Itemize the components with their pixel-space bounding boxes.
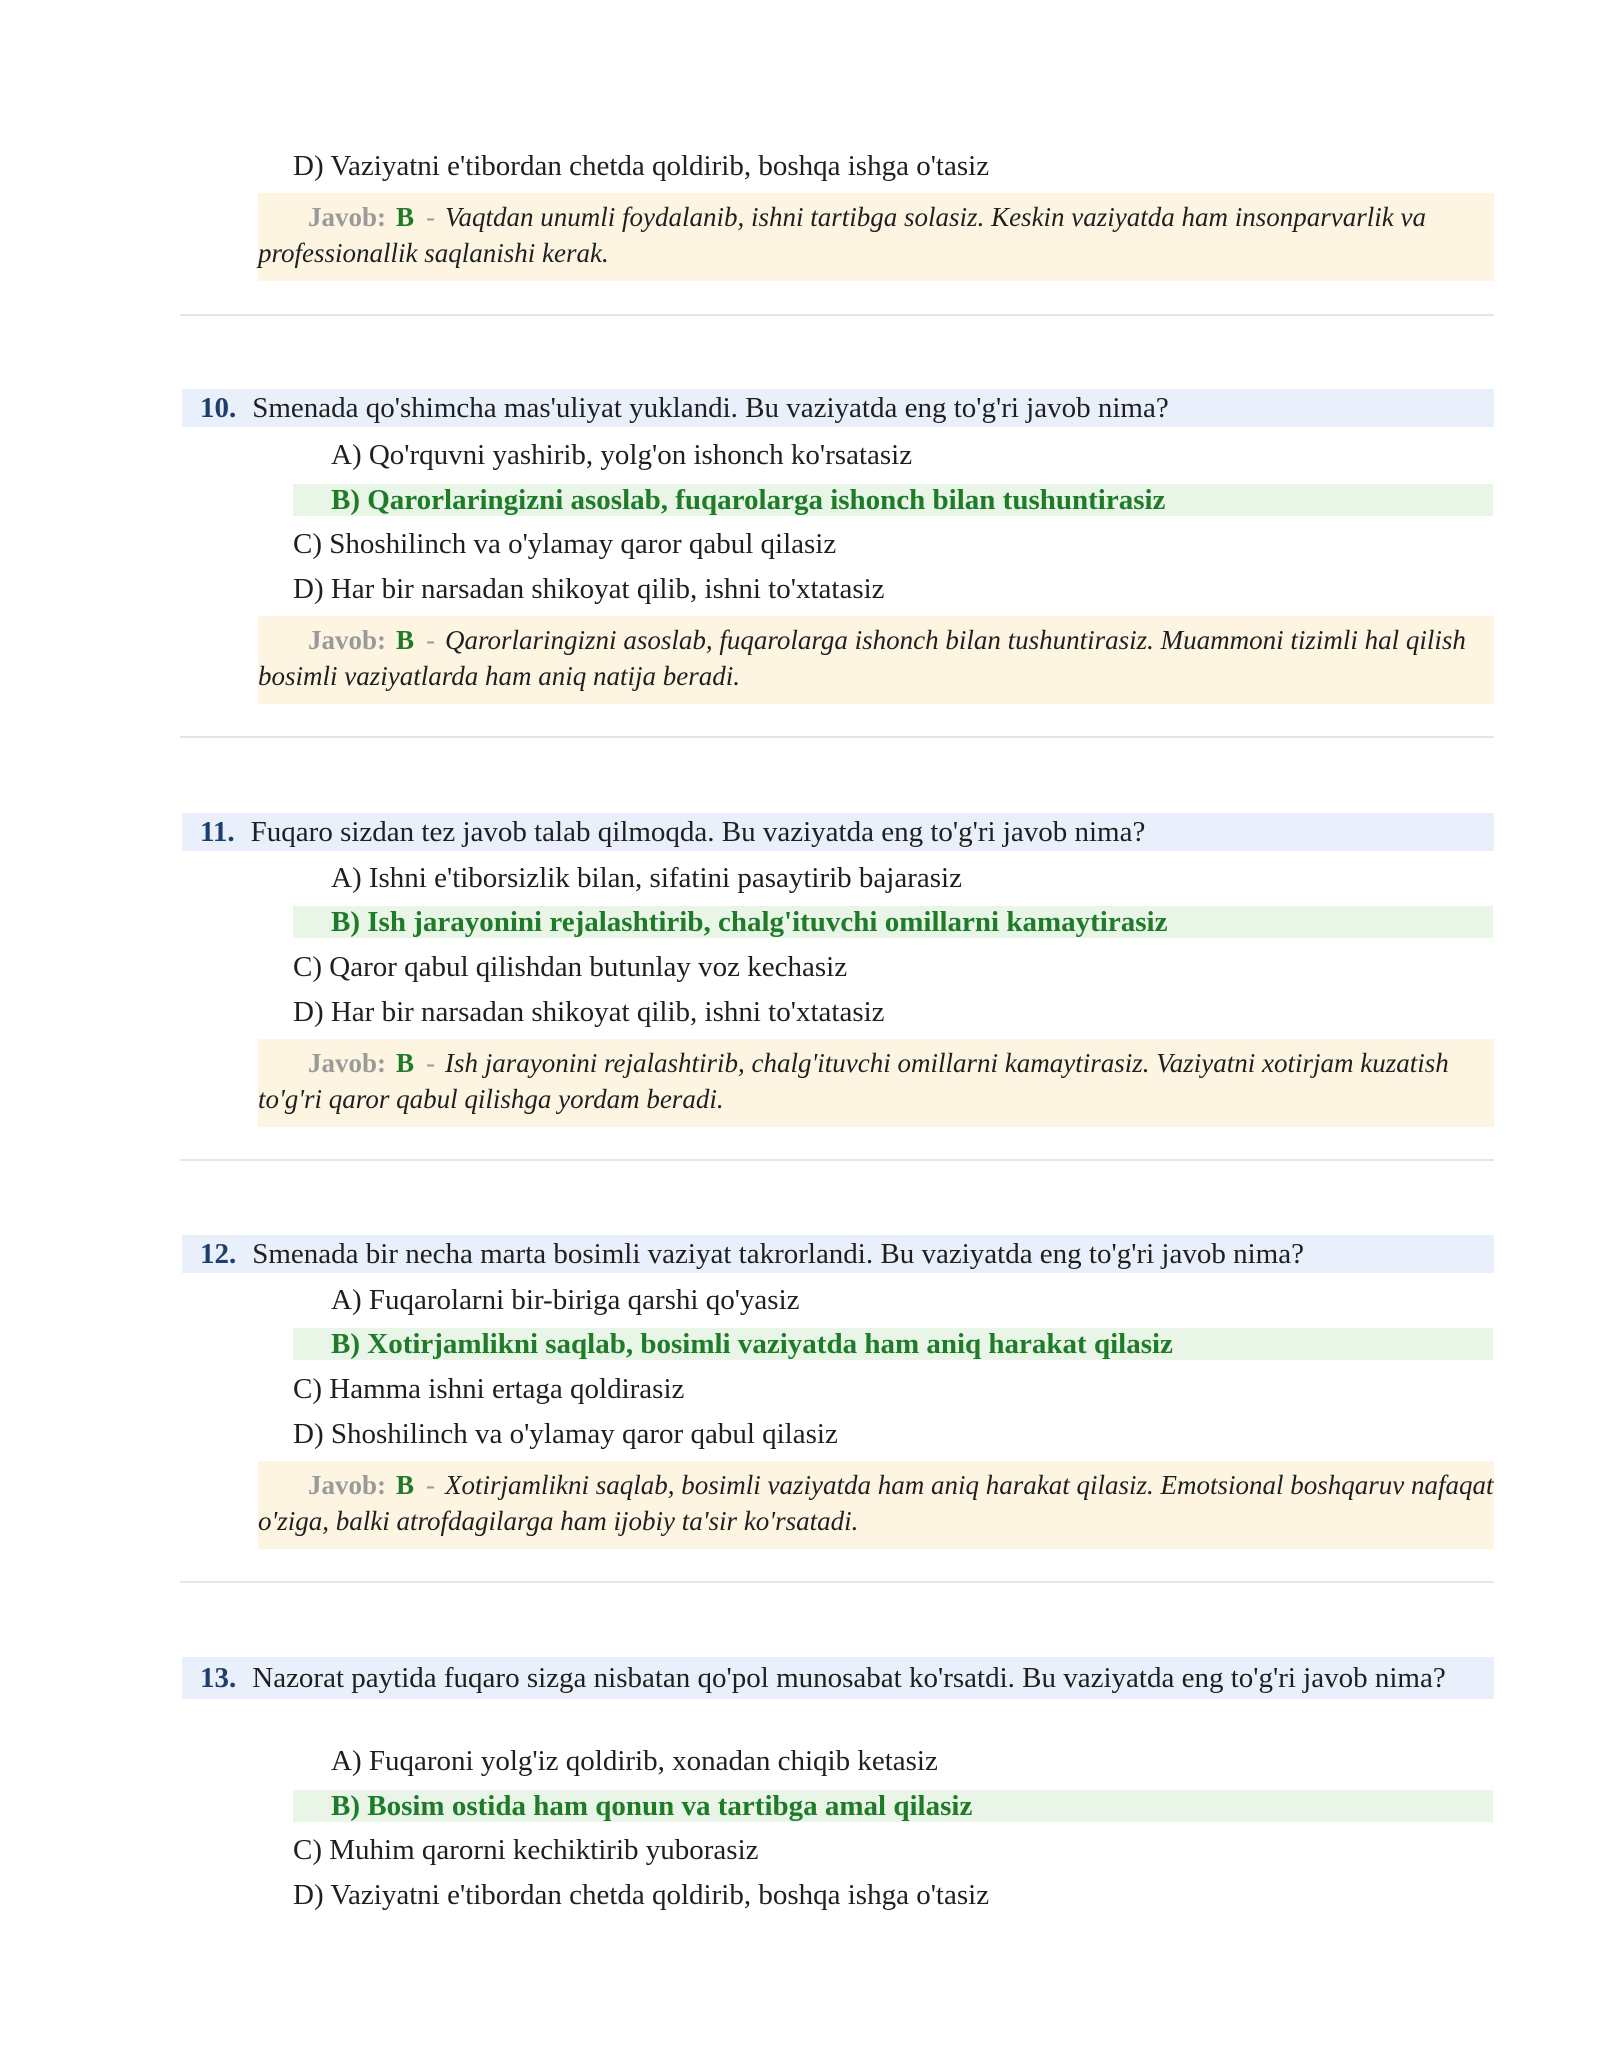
option-d: D) Vaziyatni e'tibordan chetda qoldirib, boshqa ishga o'tasiz: [293, 150, 990, 182]
answer-dash: -: [426, 202, 436, 232]
option-a: A) Ishni e'tiborsizlik bilan, sifatini pasaytirib bajarasiz: [331, 862, 962, 894]
question-number: 11.: [200, 816, 235, 848]
question-text: Smenada qo'shimcha mas'uliyat yuklandi. Bu vaziyatda eng to'g'ri javob nima?: [252, 392, 1169, 424]
question-heading: [182, 389, 1494, 427]
answer-label: Javob:: [308, 1048, 387, 1078]
question-number: 12.: [200, 1238, 237, 1270]
question-text: Nazorat paytida fuqaro sizga nisbatan qo'pol munosabat ko'rsatdi. Bu vaziyatda eng to'g'ri javob nima?: [252, 1662, 1446, 1694]
answer-dash: -: [426, 1470, 436, 1500]
option-c: C) Muhim qarorni kechiktirib yuborasiz: [293, 1834, 759, 1866]
answer-dash: -: [426, 1048, 436, 1078]
option-a: A) Fuqaroni yolg'iz qoldirib, xonadan chiqib ketasiz: [331, 1745, 938, 1777]
answer-box: [258, 616, 1494, 704]
question-heading: [182, 1657, 1494, 1699]
option-a: A) Fuqarolarni bir-biriga qarshi qo'yasiz: [331, 1284, 800, 1316]
option-b-correct: B) Ish jarayonini rejalashtirib, chalg'ituvchi omillarni kamaytirasiz: [293, 906, 1493, 938]
answer-letter: B: [396, 202, 415, 232]
question-text: Fuqaro sizdan tez javob talab qilmoqda. Bu vaziyatda eng to'g'ri javob nima?: [250, 816, 1146, 848]
divider: [180, 314, 1494, 316]
answer-letter: B: [396, 1048, 415, 1078]
answer-label: Javob:: [308, 625, 387, 655]
question-heading: [182, 813, 1494, 851]
divider: [180, 1159, 1494, 1161]
answer-explanation: Xotirjamlikni saqlab, bosimli vaziyatda ham aniq harakat qilasiz. Emotsional boshqaruv nafaqat o'ziga, balki atrofdagilarga ham ijobiy ta'sir ko'rsatadi.: [258, 1470, 1494, 1536]
option-b-correct: B) Bosim ostida ham qonun va tartibga amal qilasiz: [293, 1790, 1493, 1822]
question-number: 13.: [200, 1662, 237, 1694]
answer-box: [258, 193, 1494, 281]
answer-letter: B: [396, 1470, 415, 1500]
question-number: 10.: [200, 392, 237, 424]
option-b-correct: B) Xotirjamlikni saqlab, bosimli vaziyatda ham aniq harakat qilasiz: [293, 1328, 1493, 1360]
option-a: A) Qo'rquvni yashirib, yolg'on ishonch ko'rsatasiz: [331, 439, 913, 471]
question-text: Smenada bir necha marta bosimli vaziyat takrorlandi. Bu vaziyatda eng to'g'ri javob nima?: [252, 1238, 1304, 1270]
option-d: D) Shoshilinch va o'ylamay qaror qabul qilasiz: [293, 1418, 838, 1450]
option-b-correct: B) Qarorlaringizni asoslab, fuqarolarga ishonch bilan tushuntirasiz: [293, 484, 1493, 516]
answer-label: Javob:: [308, 202, 387, 232]
answer-explanation: Qarorlaringizni asoslab, fuqarolarga ishonch bilan tushuntirasiz. Muammoni tizimli hal qilish bosimli vaziyatlarda ham aniq natija beradi.: [258, 625, 1466, 691]
answer-box: [258, 1039, 1494, 1127]
answer-explanation: Vaqtdan unumli foydalanib, ishni tartibga solasiz. Keskin vaziyatda ham insonparvarlik va professionallik saqlanishi kerak.: [258, 202, 1427, 268]
answer-dash: -: [426, 625, 436, 655]
answer-label: Javob:: [308, 1470, 387, 1500]
answer-box: [258, 1461, 1494, 1549]
option-c: C) Hamma ishni ertaga qoldirasiz: [293, 1373, 685, 1405]
option-c: C) Shoshilinch va o'ylamay qaror qabul qilasiz: [293, 528, 837, 560]
answer-explanation: Ish jarayonini rejalashtirib, chalg'ituvchi omillarni kamaytirasiz. Vaziyatni xotirjam kuzatish to'g'ri qaror qabul qilishga yordam beradi.: [258, 1048, 1449, 1114]
divider: [180, 736, 1494, 738]
answer-letter: B: [396, 625, 415, 655]
option-d: D) Har bir narsadan shikoyat qilib, ishni to'xtatasiz: [293, 996, 885, 1028]
question-heading: [182, 1235, 1494, 1273]
option-d: D) Har bir narsadan shikoyat qilib, ishni to'xtatasiz: [293, 573, 885, 605]
option-d: D) Vaziyatni e'tibordan chetda qoldirib, boshqa ishga o'tasiz: [293, 1879, 990, 1911]
divider: [180, 1581, 1494, 1583]
option-c: C) Qaror qabul qilishdan butunlay voz kechasiz: [293, 951, 848, 983]
